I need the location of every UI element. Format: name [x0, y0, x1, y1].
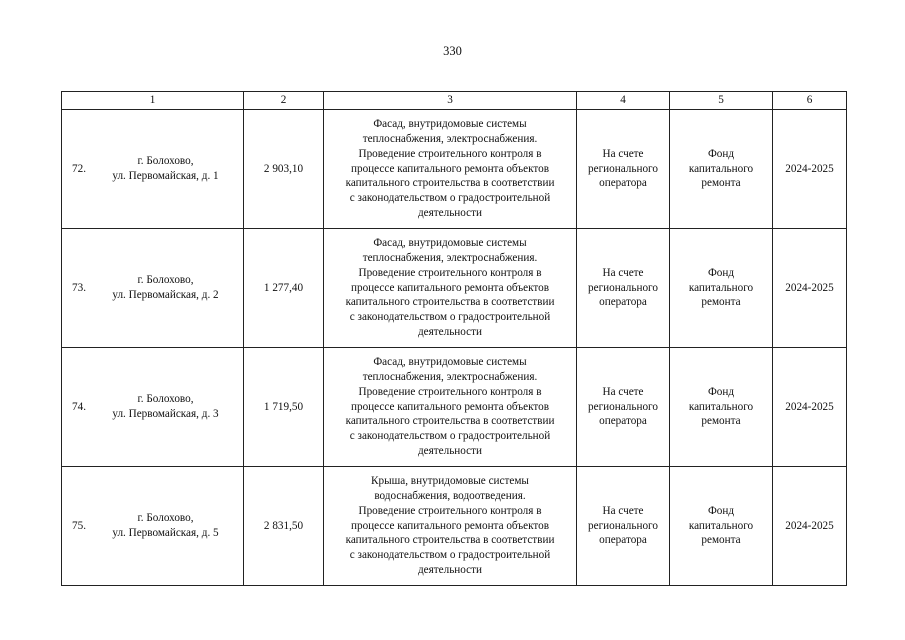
fund-line: ремонта — [701, 177, 741, 190]
address — [96, 154, 235, 184]
address-city: г. Болохово, — [137, 393, 194, 406]
account-line: регионального — [588, 281, 658, 294]
amount-cell: 2 831,50 — [244, 467, 324, 586]
work-description-cell — [324, 229, 577, 348]
work-line: с законодательством о градостроительной — [349, 430, 551, 443]
amount-cell: 1 719,50 — [244, 348, 324, 467]
address — [96, 273, 235, 303]
address-city: г. Болохово, — [137, 155, 194, 168]
address-city: г. Болохово, — [137, 512, 194, 525]
fund-line: ремонта — [701, 296, 741, 309]
work-line: теплоснабжения, электроснабжения. — [362, 133, 538, 145]
column-header-5: 5 — [670, 92, 773, 110]
table-row — [62, 467, 847, 586]
fund-line: капитального — [688, 281, 754, 294]
financing-fund-cell — [670, 229, 773, 348]
address-cell — [62, 229, 244, 348]
column-header-2: 2 — [244, 92, 324, 110]
address-street: ул. Первомайская, д. 1 — [112, 170, 219, 182]
address-cell — [62, 348, 244, 467]
work-line: капитального строительства в соответствии — [345, 177, 555, 190]
financing-fund-cell — [670, 110, 773, 229]
account-line: оператора — [599, 534, 647, 547]
period-cell: 2024-2025 — [773, 348, 847, 467]
work-line: теплоснабжения, электроснабжения. — [362, 252, 538, 264]
amount-cell: 1 277,40 — [244, 229, 324, 348]
period-cell: 2024-2025 — [773, 467, 847, 586]
work-line: процессе капитального ремонта объектов — [350, 281, 550, 294]
period-cell: 2024-2025 — [773, 110, 847, 229]
account-line: оператора — [599, 415, 647, 428]
fund-line: капитального — [688, 519, 754, 532]
work-line: с законодательством о градостроительной — [349, 192, 551, 205]
account-line: регионального — [588, 400, 658, 413]
page-number: 330 — [443, 44, 462, 58]
address — [96, 511, 235, 541]
capital-repair-table — [61, 91, 847, 586]
table-header — [62, 92, 847, 110]
row-number: 75. — [72, 519, 86, 532]
work-line: капитального строительства в соответствии — [345, 415, 555, 428]
address-street: ул. Первомайская, д. 3 — [112, 408, 219, 420]
fund-line: Фонд — [707, 385, 735, 398]
work-line: Фасад, внутридомовые системы — [373, 237, 527, 250]
work-line: Крыша, внутридомовые системы — [371, 475, 529, 488]
account-line: На счете — [602, 385, 644, 398]
financing-account-cell — [577, 229, 670, 348]
header-row — [62, 92, 847, 110]
financing-account-cell — [577, 110, 670, 229]
row-number: 73. — [72, 281, 86, 294]
fund-line: Фонд — [707, 266, 735, 279]
work-line: капитального строительства в соответствии — [345, 296, 555, 309]
account-line: На счете — [602, 266, 644, 279]
work-line: процессе капитального ремонта объектов — [350, 400, 550, 413]
work-line: с законодательством о градостроительной — [349, 549, 551, 562]
work-line: с законодательством о градостроительной — [349, 311, 551, 324]
work-line: водоснабжения, водоотведения. — [374, 490, 526, 502]
column-header-3: 3 — [324, 92, 577, 110]
fund-line: ремонта — [701, 534, 741, 547]
address-street: ул. Первомайская, д. 2 — [112, 289, 219, 301]
address — [96, 392, 235, 422]
account-line: оператора — [599, 177, 647, 190]
work-description-cell — [324, 348, 577, 467]
work-line: деятельности — [417, 444, 483, 457]
column-header-6: 6 — [773, 92, 847, 110]
table-row — [62, 348, 847, 467]
fund-line: капитального — [688, 400, 754, 413]
work-line: деятельности — [417, 206, 483, 219]
address-cell — [62, 467, 244, 586]
table-row — [62, 229, 847, 348]
work-line: деятельности — [417, 325, 483, 338]
account-line: регионального — [588, 519, 658, 532]
account-line: оператора — [599, 296, 647, 309]
work-line: Проведение строительного контроля в — [358, 385, 542, 398]
work-line: процессе капитального ремонта объектов — [350, 519, 550, 532]
work-line: Проведение строительного контроля в — [358, 147, 542, 160]
table-row — [62, 110, 847, 229]
work-line: Проведение строительного контроля в — [358, 504, 542, 517]
fund-line: Фонд — [707, 504, 735, 517]
financing-account-cell — [577, 348, 670, 467]
amount-cell: 2 903,10 — [244, 110, 324, 229]
address-cell — [62, 110, 244, 229]
financing-fund-cell — [670, 348, 773, 467]
work-line: Проведение строительного контроля в — [358, 266, 542, 279]
account-line: регионального — [588, 162, 658, 175]
work-line: теплоснабжения, электроснабжения. — [362, 371, 538, 383]
work-line: процессе капитального ремонта объектов — [350, 162, 550, 175]
fund-line: капитального — [688, 162, 754, 175]
work-description-cell — [324, 110, 577, 229]
work-line: капитального строительства в соответствии — [345, 534, 555, 547]
fund-line: Фонд — [707, 147, 735, 160]
column-header-4: 4 — [577, 92, 670, 110]
column-header-1: 1 — [62, 92, 244, 110]
address-street: ул. Первомайская, д. 5 — [112, 527, 219, 539]
address-city: г. Болохово, — [137, 274, 194, 287]
period-cell: 2024-2025 — [773, 229, 847, 348]
work-description-cell — [324, 467, 577, 586]
account-line: На счете — [602, 504, 644, 517]
row-number: 74. — [72, 400, 86, 413]
financing-fund-cell — [670, 467, 773, 586]
account-line: На счете — [602, 147, 644, 160]
work-line: деятельности — [417, 563, 483, 576]
financing-account-cell — [577, 467, 670, 586]
fund-line: ремонта — [701, 415, 741, 428]
row-number: 72. — [72, 162, 86, 175]
work-line: Фасад, внутридомовые системы — [373, 118, 527, 131]
work-line: Фасад, внутридомовые системы — [373, 356, 527, 369]
table-body — [62, 110, 847, 586]
